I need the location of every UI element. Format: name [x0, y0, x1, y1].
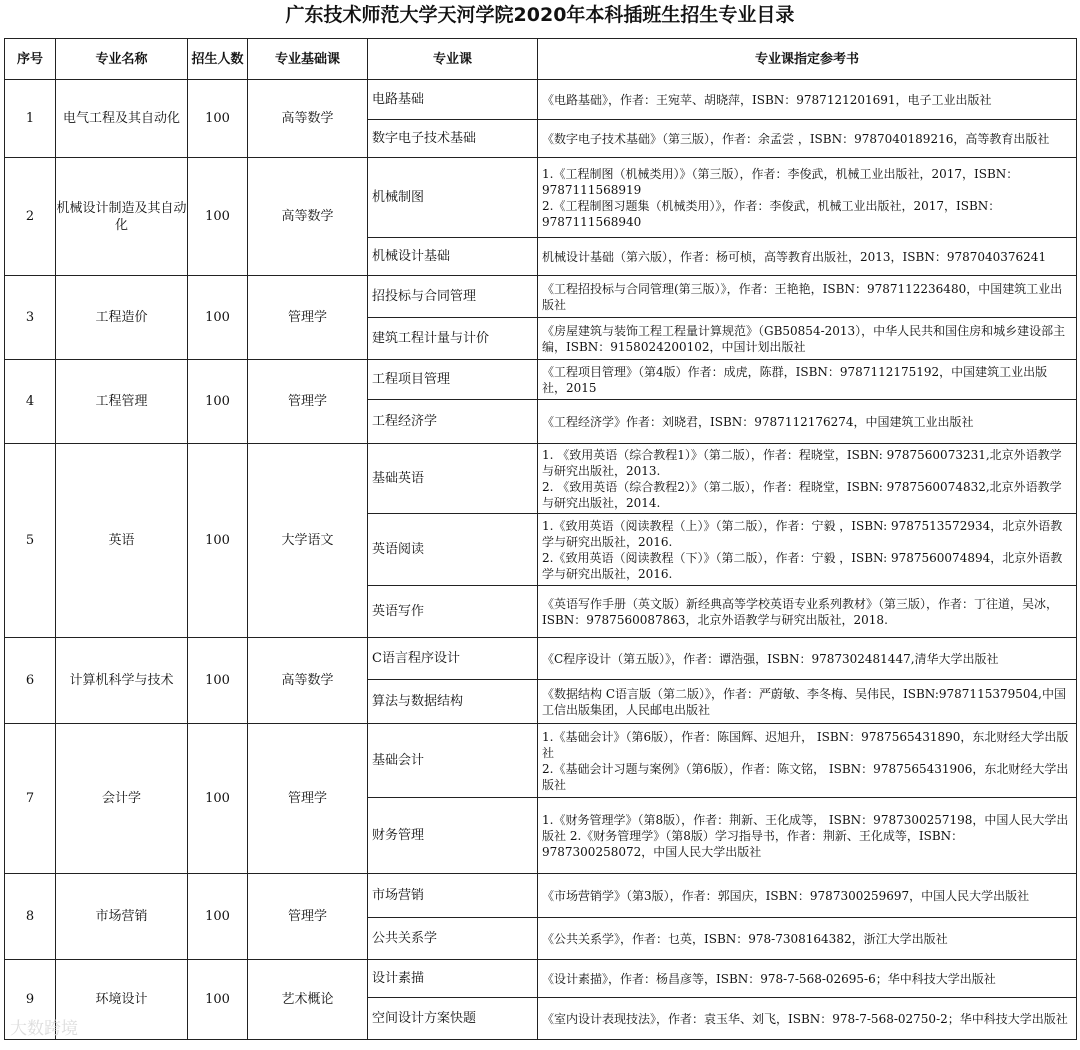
reference-book-entry: 1. 《致用英语（综合教程1）》（第二版），作者：程晓堂，ISBN: 9787560073231,北京外语教学与研究出版社，2013.	[542, 447, 1062, 478]
cell-major: 会计学	[56, 724, 188, 874]
reference-book-entry: 《电路基础》，作者：王宛苹、胡晓萍，ISBN：9787121201691，电子工业出版社	[542, 92, 992, 107]
reference-book-entry: 2.《工程制图习题集（机械类用）》，作者：李俊武，机械工业出版社，2017，ISBN：9787111568940	[542, 198, 1001, 229]
cell-seq: 2	[5, 158, 56, 276]
reference-book-entry: 2.《基础会计习题与案例》（第6版），作者：陈文铭， ISBN：9787565431906，东北财经大学出版社	[542, 761, 1069, 792]
cell-major: 市场营销	[56, 874, 188, 960]
cell-seq: 1	[5, 80, 56, 158]
cell-reference-book	[538, 238, 1077, 276]
cell-quota: 100	[188, 80, 248, 158]
cell-quota: 100	[188, 444, 248, 638]
table-row	[5, 724, 1077, 798]
table-row	[5, 276, 1077, 318]
cell-reference-book	[538, 120, 1077, 158]
header-seq: 序号	[5, 39, 56, 80]
cell-reference-book	[538, 998, 1077, 1040]
table-row	[5, 638, 1077, 680]
cell-reference-book	[538, 80, 1077, 120]
cell-major: 工程管理	[56, 360, 188, 444]
major-catalog-table	[4, 38, 1077, 1040]
cell-seq: 9	[5, 960, 56, 1040]
cell-reference-book	[538, 874, 1077, 918]
cell-reference-book	[538, 724, 1077, 798]
cell-reference-book	[538, 680, 1077, 724]
cell-course: 市场营销	[368, 874, 538, 918]
cell-quota: 100	[188, 638, 248, 724]
reference-book-entry: 2.《致用英语（阅读教程（下）》（第二版），作者：宁毅 ，ISBN: 9787560074894，北京外语教学与研究出版社，2016.	[542, 550, 1063, 581]
reference-book-entry: 1.《基础会计》（第6版），作者：陈国辉、迟旭升， ISBN：9787565431890，东北财经大学出版社	[542, 729, 1069, 760]
cell-course: 工程项目管理	[368, 360, 538, 400]
cell-reference-book	[538, 400, 1077, 444]
cell-course: 设计素描	[368, 960, 538, 998]
reference-book-entry: 《英语写作手册（英文版）新经典高等学校英语专业系列教材》（第三版），作者：丁往道，吴冰，ISBN：9787560087863，北京外语教学与研究出版社，2018.	[542, 596, 1059, 627]
cell-basic-course: 管理学	[248, 724, 368, 874]
watermark: 大数跨境	[10, 1019, 78, 1039]
reference-book-entry: 《房屋建筑与装饰工程工程量计算规范》（GB50854-2013），中华人民共和国住房和城乡建设部主编，ISBN：9158024200102，中国计划出版社	[542, 323, 1066, 354]
cell-seq: 3	[5, 276, 56, 360]
table-row	[5, 960, 1077, 998]
cell-seq: 8	[5, 874, 56, 960]
cell-course: 招投标与合同管理	[368, 276, 538, 318]
cell-course: 机械设计基础	[368, 238, 538, 276]
reference-book-entry: 《C程序设计（第五版）》，作者：谭浩强，ISBN：9787302481447,清华大学出版社	[542, 651, 999, 666]
cell-course: 公共关系学	[368, 918, 538, 960]
cell-course: 工程经济学	[368, 400, 538, 444]
cell-quota: 100	[188, 724, 248, 874]
table-row	[5, 158, 1077, 238]
cell-quota: 100	[188, 360, 248, 444]
table-row	[5, 874, 1077, 918]
header-quota: 招生人数	[188, 39, 248, 80]
cell-quota: 100	[188, 276, 248, 360]
cell-course: C语言程序设计	[368, 638, 538, 680]
cell-course: 空间设计方案快题	[368, 998, 538, 1040]
cell-major: 工程造价	[56, 276, 188, 360]
cell-seq: 4	[5, 360, 56, 444]
cell-reference-book	[538, 960, 1077, 998]
table-row	[5, 360, 1077, 400]
cell-basic-course: 高等数学	[248, 638, 368, 724]
cell-reference-book	[538, 158, 1077, 238]
page-title: 广东技术师范大学天河学院2020年本科插班生招生专业目录	[285, 4, 795, 26]
cell-major: 电气工程及其自动化	[56, 80, 188, 158]
cell-course: 数字电子技术基础	[368, 120, 538, 158]
cell-reference-book	[538, 798, 1077, 874]
reference-book-entry: 《数字电子技术基础》（第三版），作者：余孟尝 ，ISBN：9787040189216，高等教育出版社	[542, 131, 1050, 146]
table-header-row	[5, 39, 1077, 80]
cell-course: 基础会计	[368, 724, 538, 798]
cell-reference-book	[538, 638, 1077, 680]
reference-book-entry: 2. 《致用英语（综合教程2）》（第二版），作者：程晓堂，ISBN: 9787560074832,北京外语教学与研究出版社，2014.	[542, 479, 1062, 510]
cell-major: 环境设计	[56, 960, 188, 1040]
cell-basic-course: 管理学	[248, 276, 368, 360]
reference-book-entry: 1.《致用英语（阅读教程（上）》（第二版），作者：宁毅 ，ISBN: 9787513572934，北京外语教学与研究出版社，2016.	[542, 518, 1063, 549]
cell-course: 英语阅读	[368, 514, 538, 586]
cell-reference-book	[538, 586, 1077, 638]
reference-book-entry: 1.《工程制图（机械类用）》（第三版），作者：李俊武，机械工业出版社，2017，ISBN：9787111568919	[542, 166, 1019, 197]
reference-book-entry: 《公共关系学》，作者：乜英，ISBN：978-7308164382，浙江大学出版社	[542, 931, 948, 946]
reference-book-entry: 《工程项目管理》（第4版）作者：成虎，陈群，ISBN：9787112175192，中国建筑工业出版社，2015	[542, 364, 1048, 395]
cell-quota: 100	[188, 960, 248, 1040]
cell-major: 计算机科学与技术	[56, 638, 188, 724]
cell-course: 基础英语	[368, 444, 538, 514]
table-body	[5, 80, 1077, 1040]
cell-basic-course: 艺术概论	[248, 960, 368, 1040]
cell-basic-course: 管理学	[248, 360, 368, 444]
cell-reference-book	[538, 918, 1077, 960]
cell-seq: 6	[5, 638, 56, 724]
header-major: 专业名称	[56, 39, 188, 80]
reference-book-entry: 《工程经济学》作者：刘晓君，ISBN：9787112176274，中国建筑工业出版社	[542, 414, 974, 429]
cell-major: 英语	[56, 444, 188, 638]
cell-reference-book	[538, 514, 1077, 586]
cell-reference-book	[538, 444, 1077, 514]
cell-basic-course: 高等数学	[248, 158, 368, 276]
table-row	[5, 80, 1077, 120]
cell-major: 机械设计制造及其自动化	[56, 158, 188, 276]
cell-course: 英语写作	[368, 586, 538, 638]
reference-book-entry: 《市场营销学》（第3版），作者：郭国庆，ISBN：9787300259697，中国人民大学出版社	[542, 888, 1030, 903]
reference-book-entry: 《数据结构 C语言版（第二版）》，作者：严蔚敏、李冬梅、吴伟民，ISBN:9787115379504,中国工信出版集团，人民邮电出版社	[542, 686, 1066, 717]
header-basic-course: 专业基础课	[248, 39, 368, 80]
cell-basic-course: 大学语文	[248, 444, 368, 638]
reference-book-entry: 《室内设计表现技法》，作者：袁玉华、刘飞，ISBN：978-7-568-02750-2；华中科技大学出版社	[542, 1011, 1068, 1026]
reference-book-entry: 《设计素描》，作者：杨昌彦等，ISBN：978-7-568-02695-6；华中科技大学出版社	[542, 971, 996, 986]
cell-seq: 7	[5, 724, 56, 874]
cell-reference-book	[538, 276, 1077, 318]
cell-reference-book	[538, 360, 1077, 400]
cell-course: 财务管理	[368, 798, 538, 874]
reference-book-entry: 1.《财务管理学》（第8版），作者：荆新、王化成等， ISBN：9787300257198，中国人民大学出版社 2.《财务管理学》（第8版）学习指导书，作者：荆新、王化成等，ISBN：9787300258072，中国人民大学出版社	[542, 812, 1069, 859]
cell-basic-course: 管理学	[248, 874, 368, 960]
cell-seq: 5	[5, 444, 56, 638]
cell-course: 算法与数据结构	[368, 680, 538, 724]
cell-course: 建筑工程计量与计价	[368, 318, 538, 360]
cell-basic-course: 高等数学	[248, 80, 368, 158]
cell-course: 机械制图	[368, 158, 538, 238]
reference-book-entry: 《工程招投标与合同管理(第三版）》，作者：王艳艳，ISBN：9787112236480，中国建筑工业出版社	[542, 281, 1063, 312]
cell-quota: 100	[188, 874, 248, 960]
cell-quota: 100	[188, 158, 248, 276]
reference-book-entry: 机械设计基础（第六版），作者：杨可桢，高等教育出版社，2013，ISBN：9787040376241	[542, 249, 1047, 264]
header-course: 专业课	[368, 39, 538, 80]
cell-reference-book	[538, 318, 1077, 360]
header-reference-book: 专业课指定参考书	[538, 39, 1077, 80]
table-row	[5, 444, 1077, 514]
cell-course: 电路基础	[368, 80, 538, 120]
